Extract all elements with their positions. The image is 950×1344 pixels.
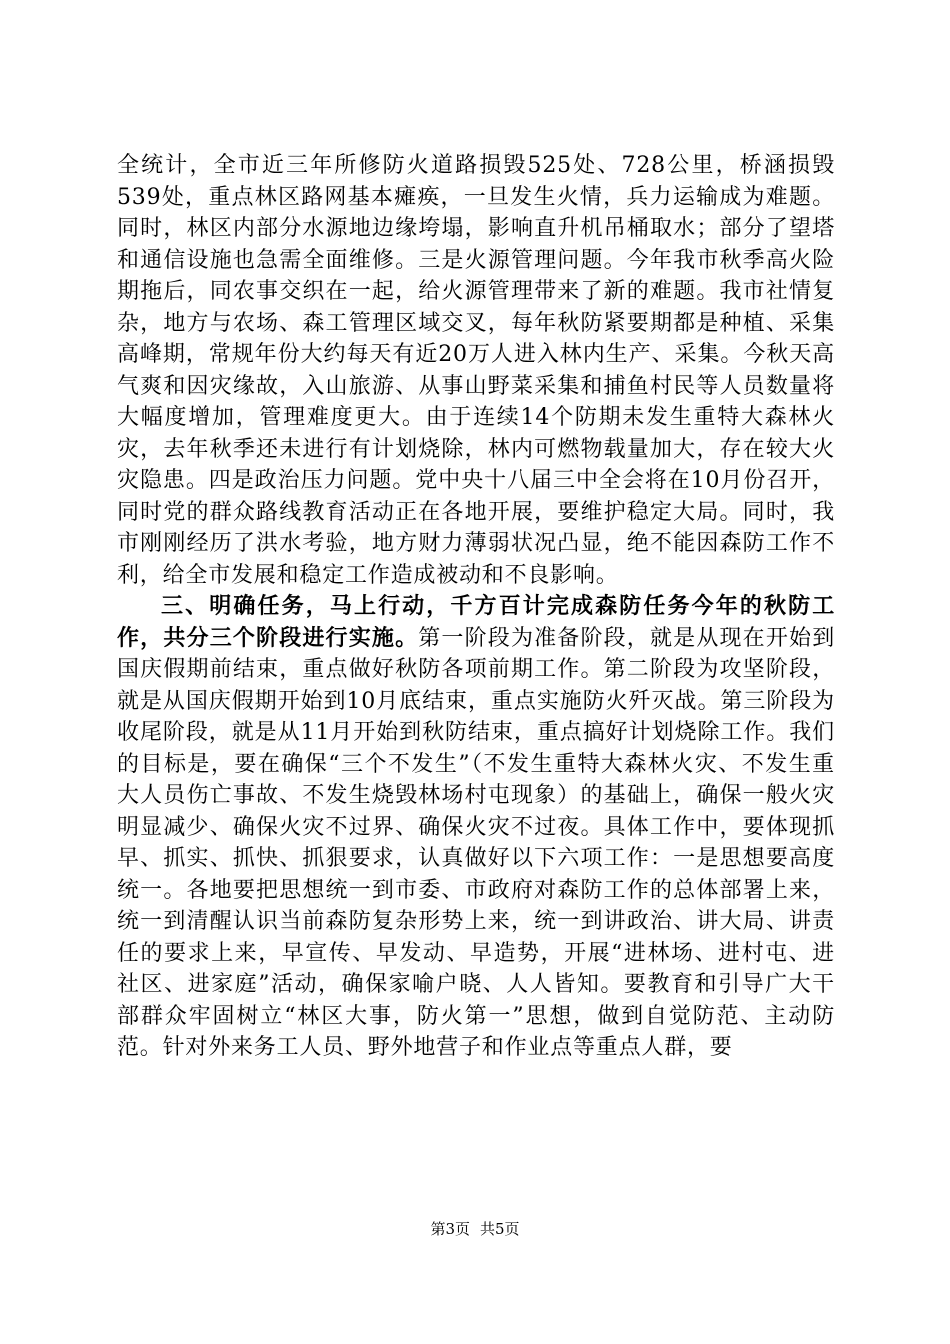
page-number: 第3页 <box>430 1220 470 1238</box>
paragraph-continuation: 全统计，全市近三年所修防火道路损毁525处、728公里，桥涵损毁539处，重点林区路网基本瘫痪，一旦发生火情，兵力运输成为难题。同时，林区内部分水源地边缘垮塌，影响直升机吊桶取水；部分了望塔和通信设施也急需全面维修。三是火源管理问题。今年我市秋季高火险期拖后，同农事交织在一起，给火源管理带来了新的难题。我市社情复杂，地方与农场、森工管理区域交叉，每年秋防紧要期都是种植、采集高峰期，常规年份大约每天有近20万人进入林内生产、采集。今秋天高气爽和因灾缘故，入山旅游、从事山野菜采集和捕鱼村民等人员数量将大幅度增加，管理难度更大。由于连续14个防期未发生重特大森林火灾，去年秋季还未进行有计划烧除，林内可燃物载量加大，存在较大火灾隐患。四是政治压力问题。党中央十八届三中全会将在10月份召开，同时党的群众路线教育活动正在各地开展，要维护稳定大局。同时，我市刚刚经历了洪水考验，地方财力薄弱状况凸显，绝不能因森防工作不利，给全市发展和稳定工作造成被动和不良影响。 <box>117 153 835 588</box>
page-footer <box>0 1218 950 1239</box>
document-body <box>117 150 835 1064</box>
section-heading: 三、明确任务，马上行动，千方百计完成森防任务今年的秋防工作，共分三个阶段进行实施。 <box>117 593 835 651</box>
section-body: 第一阶段为准备阶段，就是从现在开始到国庆假期前结束，重点做好秋防各项前期工作。第二阶段为攻坚阶段，就是从国庆假期开始到10月底结束，重点实施防火歼灭战。第三阶段为收尾阶段，就是从11月开始到秋防结束，重点搞好计划烧除工作。我们的目标是，要在确保“三个不发生”（不发生重特大森林火灾、不发生重大人员伤亡事故、不发生烧毁林场村屯现象）的基础上，确保一般火灾明显减少、确保火灾不过界、确保火灾不过夜。具体工作中，要体现抓早、抓实、抓快、抓狠要求，认真做好以下六项工作：一是思想要高度统一。各地要把思想统一到市委、市政府对森防工作的总体部署上来，统一到清醒认识当前森防复杂形势上来，统一到讲政治、讲大局、讲责任的要求上来，早宣传、早发动、早造势，开展“进林场、进村屯、进社区、进家庭”活动，确保家喻户晓、人人皆知。要教育和引导广大干部群众牢固树立“林区大事，防火第一”思想，做到自觉防范、主动防范。针对外来务工人员、野外地营子和作业点等重点人群，要 <box>117 625 835 1060</box>
paragraph-section-three <box>117 591 835 1064</box>
page-total: 共5页 <box>480 1220 520 1238</box>
